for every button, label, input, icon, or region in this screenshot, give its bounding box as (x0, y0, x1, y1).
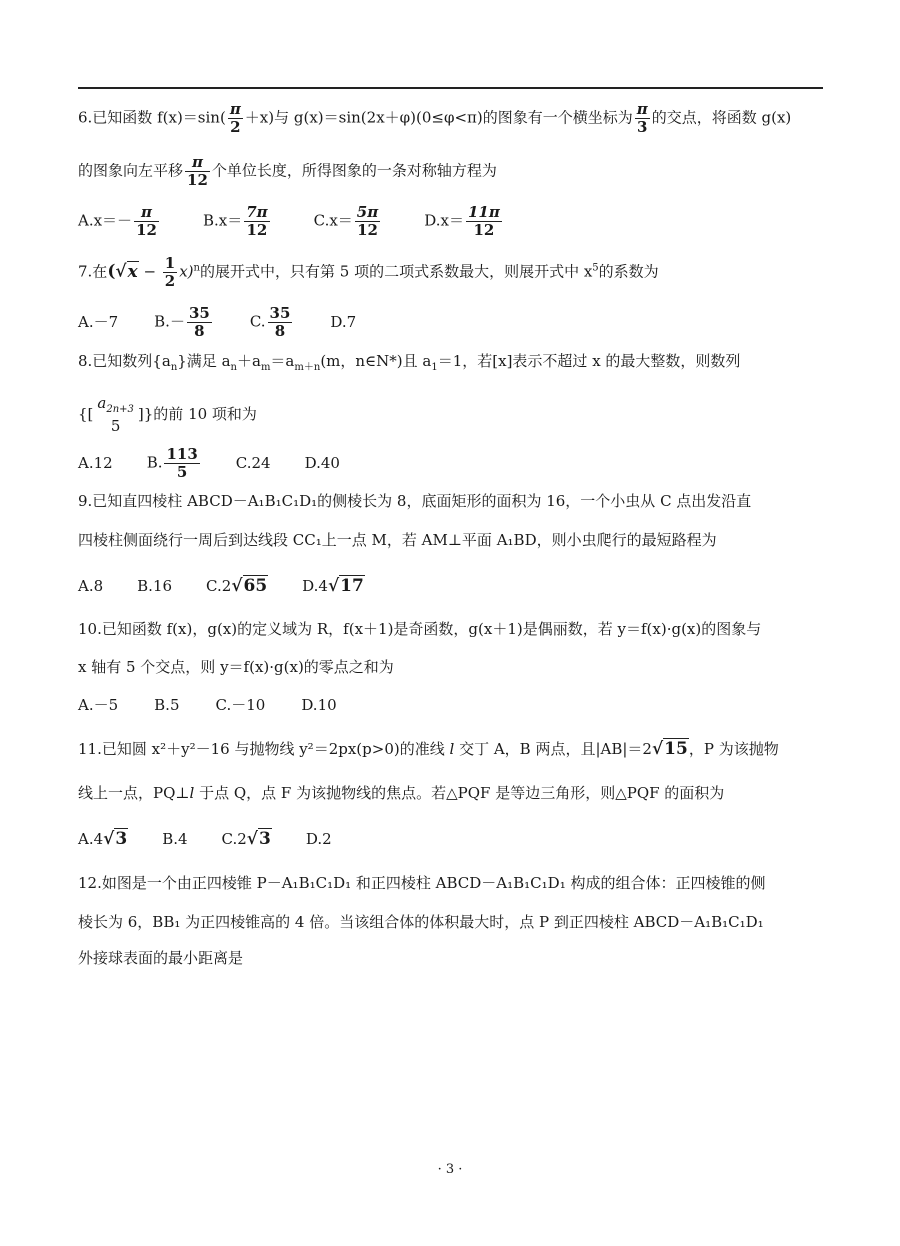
q8-option-c: C.24 (235, 453, 271, 472)
q9-line2: 四棱柱侧面绕行一周后到达线段 CC₁上一点 M，若 AM⊥平面 A₁BD，则小虫爬行的最短路程为 (78, 531, 717, 549)
q6-line1: 6.已知函数 f(x)＝sin( $\frac{\pi}{2}$ ＋x)与 g(x)＝sin(2x＋φ)(0≤φ<π)的图象有一个横坐标为 $\frac{\pi}{3}$ 的交点，将函数 g(x) (78, 100, 792, 136)
fraction-pi-over-3: $\frac{\pi}{3}$ (636, 100, 648, 136)
q11-option-c: C.2√3 (221, 829, 271, 849)
q10-option-d: D.10 (301, 696, 337, 714)
fraction-a-over-5: $a_{2n+3}$ 5 (97, 394, 134, 435)
q9-option-b: B.16 (137, 577, 173, 595)
fraction-pi-over-2: $\frac{\pi}{2}$ (229, 100, 241, 136)
q12-line1: 12.如图是一个由正四棱锥 P－A₁B₁C₁D₁ 和正四棱柱 ABCD－A₁B₁C₁D₁ 构成的组合体：正四棱锥的侧 (78, 874, 766, 892)
q12-line2: 棱长为 6，BB₁ 为正四棱锥高的 4 倍。当该组合体的体积最大时，点 P 到正四棱柱 ABCD－A₁B₁C₁D₁ (78, 913, 764, 931)
q12-line3: 外接球表面的最小距离是 (78, 949, 244, 967)
q9-options (78, 576, 407, 596)
q8-option-a: A.12 (78, 453, 113, 472)
q8-line2: {[ $a_{2n+3}$ 5 ]}的前 10 项和为 (78, 394, 257, 435)
q6-options (78, 204, 546, 239)
q11-option-d: D.2 (305, 830, 332, 848)
q10-option-c: C.－10 (215, 696, 266, 714)
q10-option-a: A.－5 (78, 696, 119, 714)
top-rule (78, 87, 823, 89)
q10-line2: x 轴有 5 个交点，则 y＝f(x)·g(x)的零点之和为 (78, 658, 394, 676)
q6-line2: 的图象向左平移 $\frac{\pi}{12}$ 个单位长度，所得图象的一条对称轴方程为 (78, 153, 497, 189)
q6-option-c: C.x＝ $\frac{5\pi}{12}$ (313, 203, 379, 239)
q8-option-b: B. $\frac{113}{5}$ (146, 445, 198, 481)
q9-option-d: D.4√17 (302, 576, 364, 596)
q8-options (78, 446, 382, 481)
q8-option-d: D.40 (304, 453, 340, 472)
q7-option-b: B.－ $\frac{35}{8}$ (154, 304, 210, 340)
q7-option-c: C. $\frac{35}{8}$ (249, 304, 291, 340)
q9-option-a: A.8 (78, 577, 104, 595)
fraction-pi-over-12: $\frac{\pi}{12}$ (187, 153, 208, 189)
q11-options (78, 829, 374, 849)
q6-option-d: D.x＝ $\frac{11\pi}{12}$ (424, 203, 500, 239)
q6-option-b: B.x＝ $\frac{7\pi}{12}$ (202, 203, 268, 239)
q11-option-a: A.4√3 (78, 829, 128, 849)
q7-line1: 7.在(√x − $\frac{1}{2}$ x)$^n$的展开式中，只有第 5 项的二项式系数最大，则展开式中 $x^5$的系数为 (78, 254, 659, 290)
q7-option-a: A.－7 (78, 312, 119, 331)
q11-line1: 11.已知圆 x²＋y²－16 与抛物线 y²＝2px(p>0)的准线 l 交丁 A，B 两点，且|AB|＝2√15，P 为该抛物 (78, 739, 779, 759)
q6-option-a: A.x＝－ $\frac{\pi}{12}$ (78, 203, 157, 239)
q10-option-b: B.5 (154, 696, 180, 714)
fraction-one-half: $\frac{1}{2}$ (164, 254, 176, 290)
q10-line1: 10.已知函数 f(x)，g(x)的定义域为 R，f(x＋1)是奇函数，g(x＋1)是偶丽数，若 y＝f(x)·g(x)的图象与 (78, 620, 762, 638)
q10-options (78, 695, 379, 715)
q9-option-c: C.2√65 (206, 576, 268, 596)
q9-line1: 9.已知直四棱柱 ABCD－A₁B₁C₁D₁的侧棱长为 8，底面矩形的面积为 16，一个小虫从 C 点出发沿直 (78, 492, 752, 510)
q8-line1: 8.已知数列$\{a_n\}$满足 $a_n+a_m=a_{m+n}(m$，n∈N*)且 $a_1=1$，若[x]表示不超过 x 的最大整数，则数列 (78, 352, 741, 373)
q7-options (78, 305, 398, 340)
q7-option-d: D.7 (330, 312, 357, 331)
q11-line2: 线上一点，PQ⊥l 于点 Q，点 F 为该抛物线的焦点。若△PQF 是等边三角形，则△PQF 的面积为 (78, 784, 725, 802)
page-number: · 3 · (437, 1162, 463, 1177)
q11-option-b: B.4 (162, 830, 188, 848)
